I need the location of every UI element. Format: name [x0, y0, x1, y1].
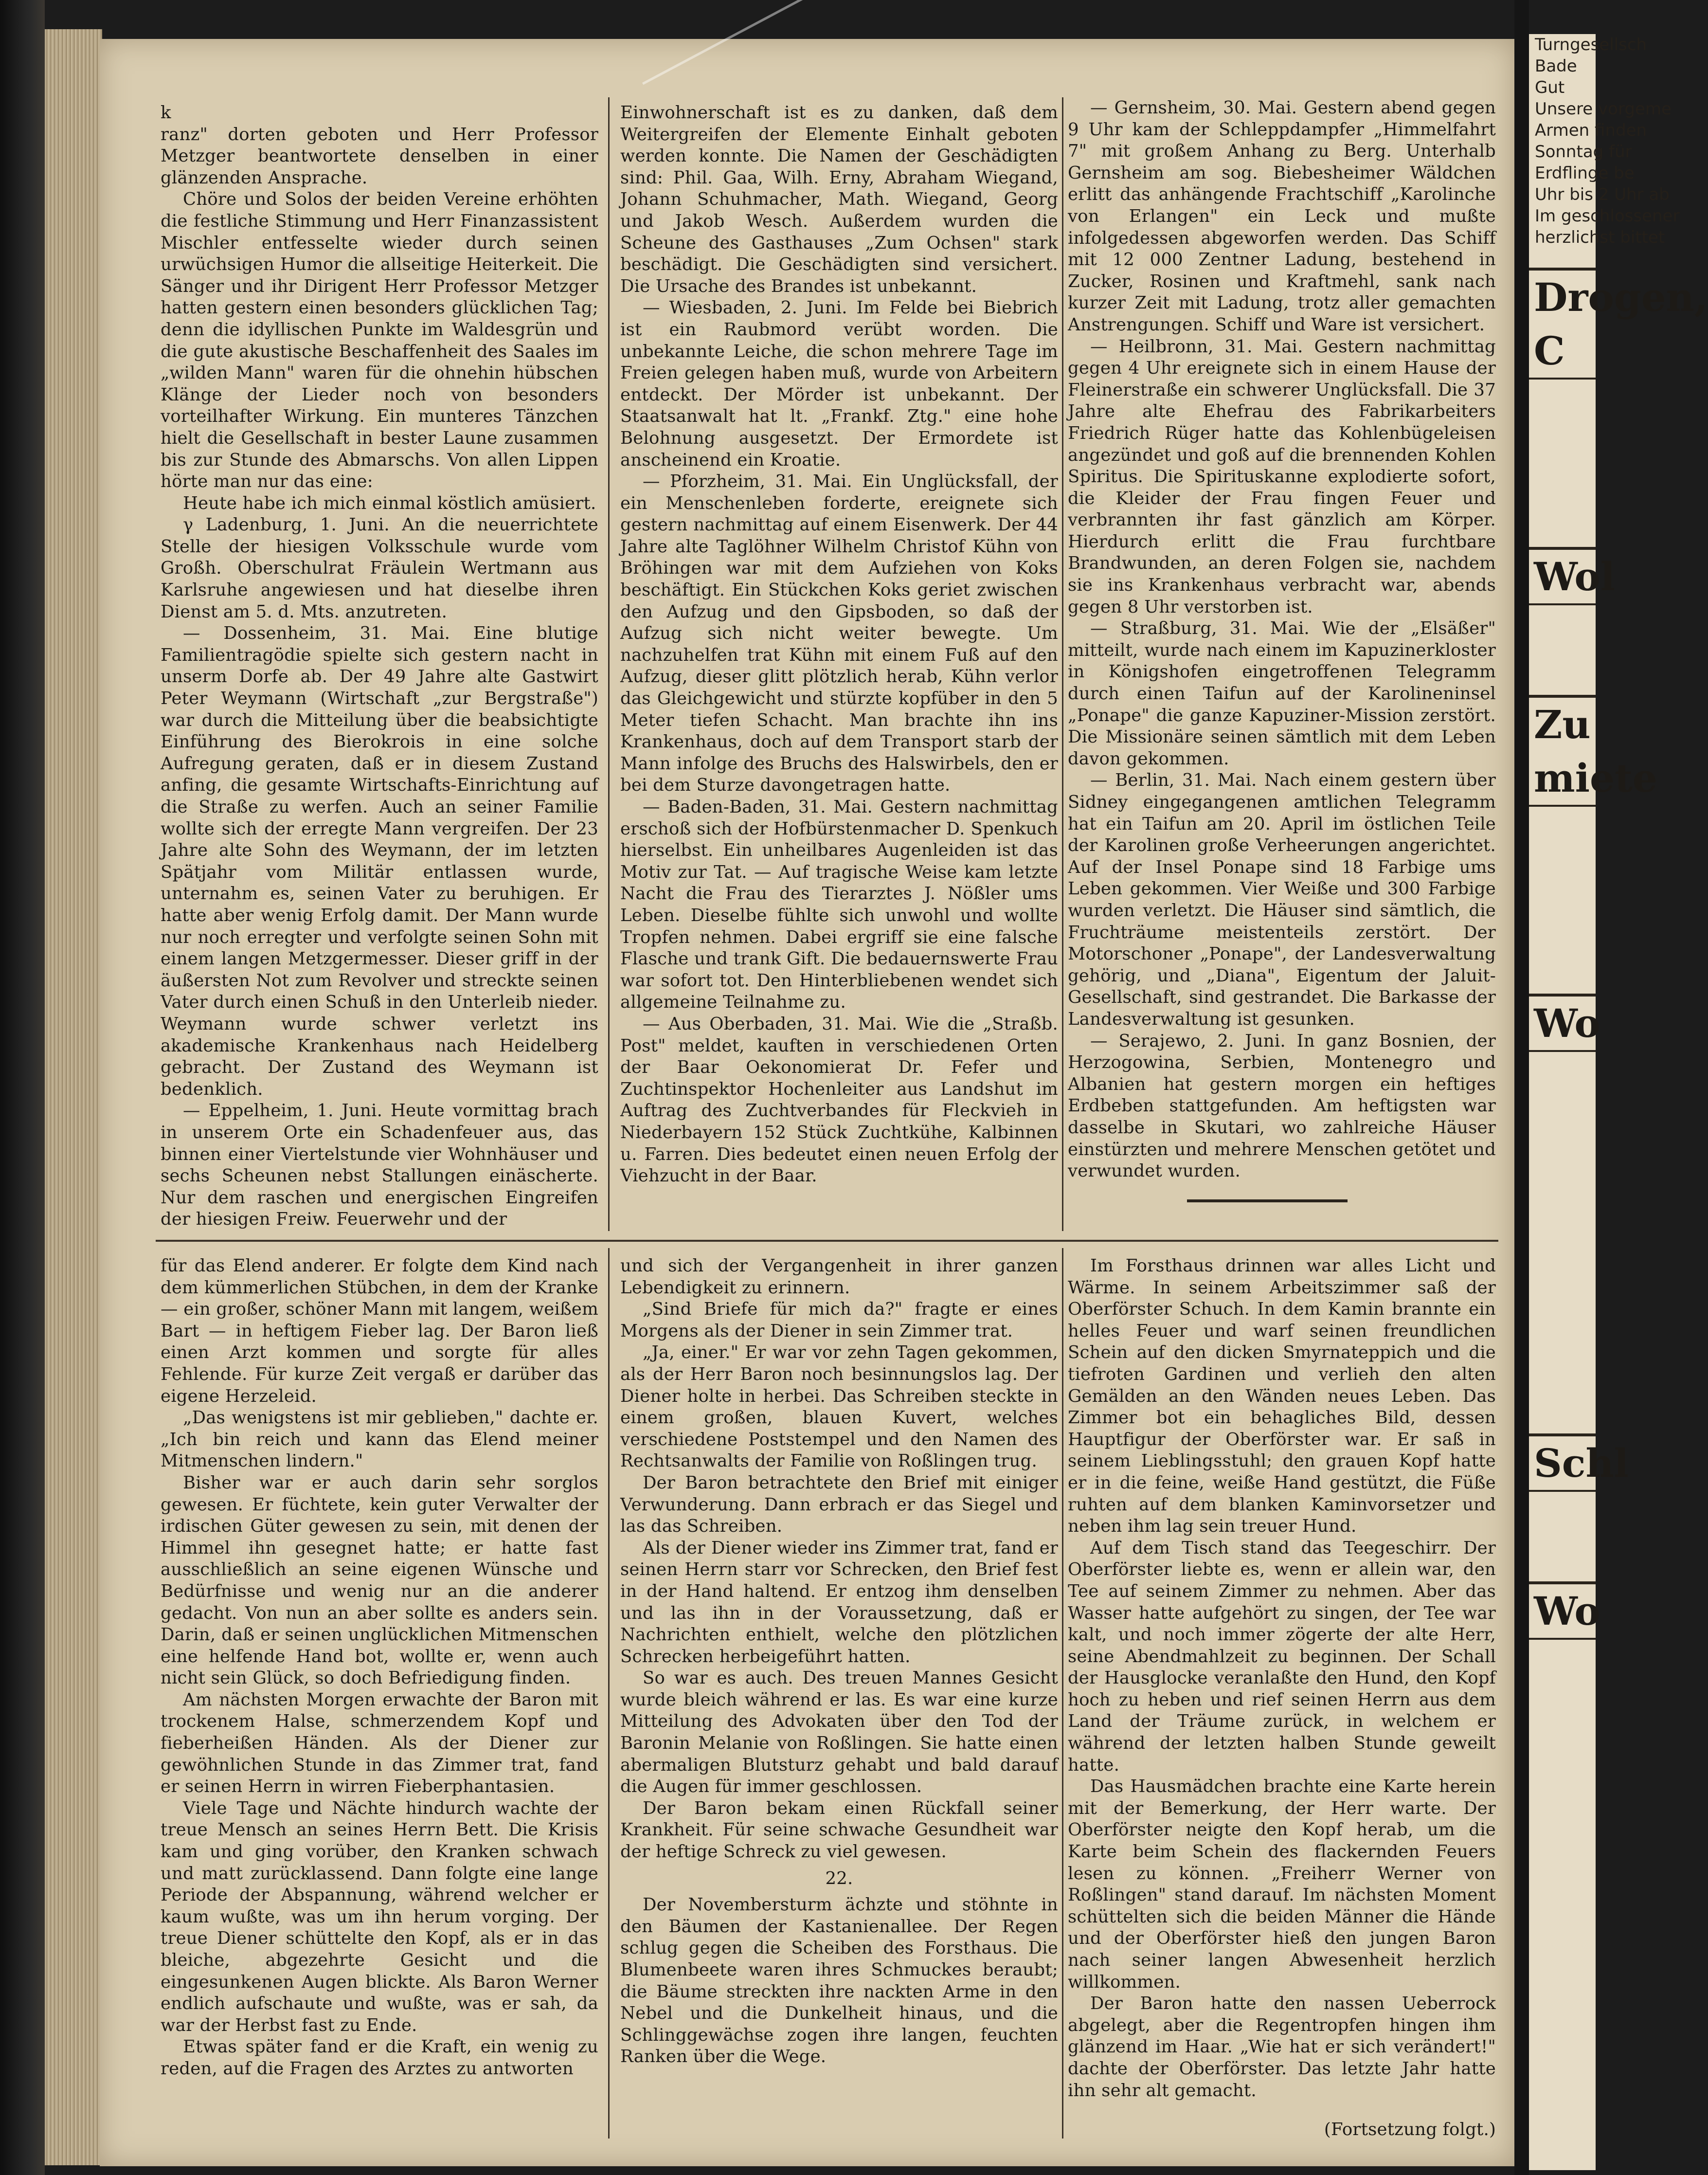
column-divider — [1062, 97, 1063, 1231]
article-paragraph: Einwohnerschaft ist es zu danken, daß dem Weitergreifen der Elemente Einhalt geboten werden konnte. Die Namen der Geschädigten sind: Phil. Gaa, Wilh. Erny, Abraham Wiegand, Johann Schuhmacher, Math. Wiegand, Georg und Jakob Wesch. Außerdem wurden die Scheune des Gasthauses „Zum Ochsen" stark beschädigt. Die Geschädigten sind versichert. Die Ursache des Brandes ist unbekannt. — [620, 103, 1058, 296]
adjacent-text: Gut — [1535, 78, 1565, 97]
book-binding — [0, 0, 45, 2175]
article-paragraph: ranz" dorten geboten und Herr Professor Metzger beantwortete denselben in einer glänzenden Ansprache. — [161, 124, 598, 188]
serial-paragraph: „Sind Briefe für mich da?" fragte er eines Morgens als der Diener in sein Zimmer trat. — [620, 1299, 1058, 1341]
serial-paragraph: Der Baron hatte den nassen Ueberrock abgelegt, aber die Regentropfen hingen ihm glänzend im Haar. „Wie hat er sich verändert!" dachte der Oberförster. Das letzte Jahr hatte ihn sehr alt gemacht. — [1068, 1994, 1496, 2101]
news-column-1 — [161, 102, 598, 1230]
page-stack-edge — [45, 29, 102, 2165]
serial-paragraph: „Das wenigstens ist mir geblieben," dachte er. „Ich bin reich und kann das Elend meiner Mitmenschen lindern." — [161, 1408, 598, 1471]
news-item-pforzheim: — Pforzheim, 31. Mai. Ein Unglücksfall, der ein Menschenleben forderte, ereignete sich gestern nachmittag auf einem Eisenwerk. Der 44 Jahre alte Taglöhner Wilhelm Christof Kühn von Bröhingen war mit dem Aufziehen von Koks beschäftigt. Ein Stückchen Koks geriet zwischen den Aufzug und den Gipsboden, so daß der Aufzug sich nicht weiter bewegte. Um nachzuhelfen trat Kühn mit einem Fuß auf den Aufzug, dieser glitt plötzlich herab, Kühn verlor das Gleichgewicht und stürzte kopfüber in den 5 Meter tiefen Schacht. Man brachte ihn ins Krankenhaus, doch auf dem Transport starb der Mann infolge des Bruchs des Halswirbels, den er bei dem Sturze davongetragen hatte. — [620, 471, 1058, 796]
news-item-berlin: — Berlin, 31. Mai. Nach einem gestern über Sidney eingegangenen amtlichen Telegramm hat ein Taifun am 20. April im östlichen Teile der Karolinen große Verheerungen angerichtet. Auf der Insel Ponape sind 18 Farbige ums Leben gekommen. Vier Weiße und 300 Farbige wurden verletzt. Die Häuser sind sämtlich, die Fruchträume meistenteils zerstört. Der Motorschoner „Ponape", der Landesverwaltung gehörig, und „Diana", Eigentum der Jaluit-Gesellschaft, sind gestrandet. Die Barkasse der Landesverwaltung ist gesunken. — [1068, 770, 1496, 1029]
adjacent-text: Sonntag für — [1535, 142, 1632, 162]
column-divider — [608, 97, 610, 1231]
adjacent-text: Bade — [1535, 56, 1577, 76]
adjacent-page — [1529, 34, 1708, 2170]
column-marker: k — [161, 103, 171, 123]
adjacent-ad: Wol — [1529, 547, 1596, 605]
serial-paragraph: Am nächsten Morgen erwachte der Baron mit trockenem Halse, schmerzendem Kopf und fieberheißen Händen. Als der Diener zur gewöhnlichen Stunde in das Zimmer trat, fand er seinen Herrn in wirren Fieberphantasien. — [161, 1689, 598, 1797]
adjacent-ad: Zu miete — [1529, 695, 1596, 807]
serial-paragraph: Etwas später fand er die Kraft, ein wenig zu reden, auf die Fragen des Arztes zu antworten — [161, 2037, 598, 2079]
news-item-ladenburg: γ Ladenburg, 1. Juni. An die neuerrichtete Stelle der hiesigen Volksschule wurde vom Großh. Oberschulrat Fräulein Wertmann aus Karlsruhe angewiesen und hat dieselbe ihren Dienst am 5. d. Mts. anzutreten. — [161, 515, 598, 622]
news-item-heilbronn: — Heilbronn, 31. Mai. Gestern nachmittag gegen 4 Uhr ereignete sich in einem Hause der Fleinerstraße ein schwerer Unglücksfall. Die 37 Jahre alte Ehefrau des Fabrikarbeiters Friedrich Rüger hatte das Kohlenbügeleisen angezündet und goß auf die brennenden Kohlen Spiritus. Die Spirituskanne explodierte sofort, die Kleider der Frau fingen Feuer und verbrannten ihr fast gänzlich am Körper. Hierdurch erlitt die Frau furchtbare Brandwunden, an deren Folgen sie, nachdem sie ins Krankenhaus verbracht war, abends gegen 8 Uhr verstorben ist. — [1068, 336, 1496, 617]
adjacent-text: Armen finden — [1535, 121, 1647, 140]
end-rule — [1187, 1199, 1348, 1202]
news-column-2 — [620, 102, 1058, 1221]
serial-paragraph: So war es auch. Des treuen Mannes Gesicht wurde bleich während er las. Es war eine kurze Mitteilung des Advokaten über den Tod der Baronin Melanie von Roßlingen. Sie hatte einen abermaligen Blutsturz gehabt und bald darauf die Augen für immer geschlossen. — [620, 1668, 1058, 1797]
adjacent-text: Unsere vorgeme — [1535, 99, 1672, 119]
adjacent-ad: Drogen, C — [1529, 268, 1596, 380]
serial-paragraph: Der Baron bekam einen Rückfall seiner Krankheit. Für seine schwache Gesundheit war der heftige Schreck zu viel gewesen. — [620, 1798, 1058, 1862]
column-divider — [1062, 1248, 1063, 2139]
serial-paragraph: Bisher war er auch darin sehr sorglos gewesen. Er füchtete, kein guter Verwalter der irdischen Güter gewesen zu sein, mit denen der Himmel ihn gesegnet hatte; er hatte fast ausschließlich an seine eigenen Wünsche und Bedürfnisse und wenig nur an die anderer gedacht. Von nun an aber sollte es anders sein. Darin, daß er seinen unglücklichen Mitmenschen eine helfende Hand bot, wollte er, wenn auch nicht sein Glück, so doch Befriedigung finden. — [161, 1472, 598, 1688]
news-item-serajewo: — Serajewo, 2. Juni. In ganz Bosnien, der Herzogowina, Serbien, Montenegro und Albanien hat gestern morgen ein heftiges Erdbeben stattgefunden. Am heftigsten war dasselbe in Skutari, wo zahlreiche Häuser einstürzten und mehrere Menschen getötet und verwundet wurden. — [1068, 1031, 1496, 1181]
page-gutter — [1514, 0, 1529, 2175]
news-item-baden-baden: — Baden-Baden, 31. Mai. Gestern nachmittag erschoß sich der Hofbürstenmacher D. Spenkuch hierselbst. Ein unheilbares Augenleiden ist das Motiv zur Tat. — Auf tragische Weise kam letzte Nacht die Frau des Tierarztes J. Nößler ums Leben. Dieselbe fühlte sich unwohl und wollte Tropfen nehmen. Dabei ergriff sie eine falsche Flasche und trank Gift. Die bedauernswerte Frau war sofort tot. Den Hinterbliebenen wendet sich allgemeine Teilnahme zu. — [620, 797, 1058, 1013]
serial-paragraph: Der Novembersturm ächzte und stöhnte in den Bäumen der Kastanienallee. Der Regen schlug gegen die Scheiben des Forsthaus. Die Blumenbeete waren ihres Schmuckes beraubt; die Bäume streckten ihre nackten Arme in den Nebel und die Dunkelheit hinaus, und die Schlinggewächse zogen ihre langen, feuchten Ranken über die Wege. — [620, 1895, 1058, 2067]
adjacent-text: herzlichst bittet — [1535, 228, 1665, 247]
serial-paragraph: Der Baron betrachtete den Brief mit einiger Verwunderung. Dann erbrach er das Siegel und las das Schreiben. — [620, 1472, 1058, 1537]
adjacent-ad: Schl — [1529, 1433, 1596, 1492]
news-item-wiesbaden: — Wiesbaden, 2. Juni. Im Felde bei Biebrich ist ein Raubmord verübt worden. Die unbekannte Leiche, die schon mehrere Tage im Freien gelegen haben muß, wurde von Arbeitern entdeckt. Der Mörder ist unbekannt. Der Staatsanwalt hat lt. „Frankf. Ztg." eine hohe Belohnung ausgesetzt. Der Ermordete ist anscheinend ein Kroatie. — [620, 298, 1058, 470]
serial-paragraph: Das Hausmädchen brachte eine Karte herein mit der Bemerkung, der Herr warte. Der Oberförster neigte den Kopf herab, um die Karte beim Schein des flackernden Feuers lesen zu können. „Freiherr Werner von Roßlingen" stand darauf. Im nächsten Moment schüttelten sich die beiden Männer die Hände und der Oberförster hieß den jungen Baron nach seiner langen Abwesenheit herzlich willkommen. — [1068, 1776, 1496, 1992]
serial-column-1 — [161, 1255, 598, 2141]
adjacent-text: Im geschlossener — [1535, 206, 1680, 226]
serial-paragraph: Im Forsthaus drinnen war alles Licht und Wärme. In seinem Arbeitszimmer saß der Oberförster Schuch. In dem Kamin brannte ein helles Feuer und warf seinen freundlichen Schein auf den dicken Smyrnateppich und die tiefroten Gardinen und verlieh den alten Gemälden an den Wänden neues Leben. Das Zimmer bot ein behagliches Bild, dessen Hauptfigur der Oberförster war. Er saß in seinem Lieblingsstuhl; den grauen Kopf hatte er in die feine, weiße Hand gestützt, die Füße ruhten auf dem blanken Kaminvorsetzer und neben ihm lag sein treuer Hund. — [1068, 1256, 1496, 1537]
adjacent-text: Uhr bis 2 Uhr ab — [1535, 185, 1670, 204]
news-column-3 — [1068, 97, 1496, 1216]
news-item-oberbaden: — Aus Oberbaden, 31. Mai. Wie die „Straßb. Post" meldet, kauften in verschiedenen Orten der Baar Oekonomierat Dr. Fefer und Zuchtinspektor Hochenleiter aus Landshut im Auftrag des Zuchtverbandes für Fleckvieh in Niederbayern 152 Stück Zuchtkühe, Kalbinnen u. Farren. Dies bedeutet einen neuen Erfolg der Viehzucht in der Baar. — [620, 1014, 1058, 1186]
news-item-strassburg: — Straßburg, 31. Mai. Wie der „Elsäßer" mitteilt, wurde nach einem im Kapuzinerkloster in Königshofen eingetroffenen Telegramm durch einen Taifun auf der Karolineninsel „Ponape" die ganze Kapuziner-Mission zerstört. Die Missionäre seinen sämtlich mit dem Leben davon gekommen. — [1068, 618, 1496, 769]
serial-paragraph: Auf dem Tisch stand das Teegeschirr. Der Oberförster liebte es, wenn er allein war, den Tee auf seinem Zimmer zu nehmen. Aber das Wasser hatte aufgehört zu singen, der Tee war kalt, und noch immer zögerte der alte Herr, seine Abendmahlzeit zu beginnen. Der Schall der Hausglocke veranlaßte den Hund, den Kopf hoch zu heben und rief seinen Herrn aus dem Land der Träume zurück, in welchem er während der letzten halben Stunde geweilt hatte. — [1068, 1538, 1496, 1775]
serial-column-3 — [1068, 1255, 1496, 2141]
adjacent-ad: Wo — [1529, 994, 1596, 1052]
adjacent-ad: Wo — [1529, 1581, 1596, 1640]
serial-paragraph: Viele Tage und Nächte hindurch wachte der treue Mensch an seines Herrn Bett. Die Krisis kam und ging vorüber, den Kranken schwach und matt zurücklassend. Dann folgte eine lange Periode der Abspannung, während welcher er kaum wußte, was um ihn herum vorging. Der treue Diener schüttelte den Kopf, als er in das bleiche, abgezehrte Gesicht und die eingesunkenen Augen blickte. Als Baron Werner endlich aufschaute und wußte, was er sah, da war der Herbst fast zu Ende. — [161, 1798, 598, 2035]
serial-paragraph: Als der Diener wieder ins Zimmer trat, fand er seinen Herrn starr vor Schrecken, den Brief fest in der Hand haltend. Er entzog ihm denselben und las ihn in der Voraussetzung, daß er Nachrichten enthielt, welche den plötzlichen Schrecken herbeigeführt hatten. — [620, 1538, 1058, 1667]
serial-paragraph: „Ja, einer." Er war vor zehn Tagen gekommen, als der Herr Baron noch besinnungslos lag. Der Diener holte in herbei. Das Schreiben steckte in einem großen, blauen Kuvert, welches verschiedene Poststempel und den Namen des Rechtsanwalts der Familie von Roßlingen trug. — [620, 1342, 1058, 1471]
serial-paragraph: für das Elend anderer. Er folgte dem Kind nach dem kümmerlichen Stübchen, in dem der Kranke — ein großer, schöner Mann mit langem, weißem Bart — in heftigem Fieber lag. Der Baron ließ einen Arzt kommen und sorgte für alles Fehlende. Für kurze Zeit vergaß er darüber das eigene Herzeleid. — [161, 1256, 598, 1406]
adjacent-text: Erdflinge be — [1535, 163, 1635, 183]
continuation-note: (Fortsetzung folgt.) — [1324, 2120, 1496, 2140]
column-divider — [608, 1248, 610, 2139]
serial-column-2 — [620, 1255, 1058, 2141]
news-item-dossenheim: — Dossenheim, 31. Mai. Eine blutige Familientragödie spielte sich gestern nacht in unserm Dorfe ab. Der 49 Jahre alte Gastwirt Peter Weymann (Wirtschaft „zur Bergstraße") war durch die Mitteilung über die beabsichtigte Einführung des Bierokrois in eine solche Aufregung geraten, daß er in diesem Zustand anfing, die gesamte Wirtschafts-Einrichtung auf die Straße zu werfen. Auch an seiner Familie wollte sich der erregte Mann vergreifen. Der 23 Jahre alte Sohn des Weymann, der im letzten Spätjahr vom Militär entlassen wurde, unternahm es, seinen Vater zu beruhigen. Er hatte aber wenig Erfolg damit. Der Mann wurde nur noch erregter und verfolgte seinen Sohn mit einem langen Metzgermesser. Dieser griff in der äußersten Not zum Revolver und streckte seinen Vater durch einen Schuß in den Unterleib nieder. Weymann wurde schwer verletzt ins akademische Krankenhaus nach Heidelberg gebracht. Der Zustand des Weymann ist bedenklich. — [161, 623, 598, 1099]
serial-paragraph: und sich der Vergangenheit in ihrer ganzen Lebendigkeit zu erinnern. — [620, 1256, 1058, 1298]
section-divider — [156, 1240, 1498, 1242]
article-paragraph: Chöre und Solos der beiden Vereine erhöhten die festliche Stimmung und Herr Finanzassistent Mischler entfesselte wieder durch seinen urwüchsigen Humor die allseitige Heiterkeit. Die Sänger und ihr Dirigent Herr Professor Metzger hatten gestern einen besonders glücklichen Tag; denn die idyllischen Punkte im Waldesgrün und die gute akustische Beschaffenheit des Saales im „wilden Mann" waren für die ohnehin hübschen Klänge der Lieder noch von besonders vorteilhafter Wirkung. Ein munteres Tänzchen hielt die Gesellschaft in bester Laune zusammen bis zur Stunde des Abmarschs. Von allen Lippen hörte man nur das eine: — [161, 189, 598, 492]
news-item-eppelheim: — Eppelheim, 1. Juni. Heute vormittag brach in unserem Orte ein Schadenfeuer aus, das binnen einer Viertelstunde vier Wohnhäuser und sechs Scheunen nebst Stallungen einäscherte. Nur dem raschen und energischen Eingreifen der hiesigen Freiw. Feuerwehr und der — [161, 1101, 598, 1230]
article-paragraph: Heute habe ich mich einmal köstlich amüsiert. — [183, 493, 596, 513]
adjacent-text: Turngesellsch — [1535, 35, 1647, 54]
news-item-gernsheim: — Gernsheim, 30. Mai. Gestern abend gegen 9 Uhr kam der Schleppdampfer „Himmelfahrt 7" mit großem Anhang zu Berg. Unterhalb Gernsheim am sog. Biebesheimer Wäldchen erlitt das anhängende Frachtschiff „Karolinche von Erlangen" ein Leck und mußte infolgedessen abgeworfen werden. Das Schiff mit 12 000 Zentner Ladung, bestehend in Zucker, Rosinen und Kraftmehl, sank nach kurzer Zeit mit Ladung, trotz aller gemachten Anstrengungen. Schiff und Ware ist versichert. — [1068, 98, 1496, 335]
chapter-number: 22. — [825, 1868, 853, 1888]
